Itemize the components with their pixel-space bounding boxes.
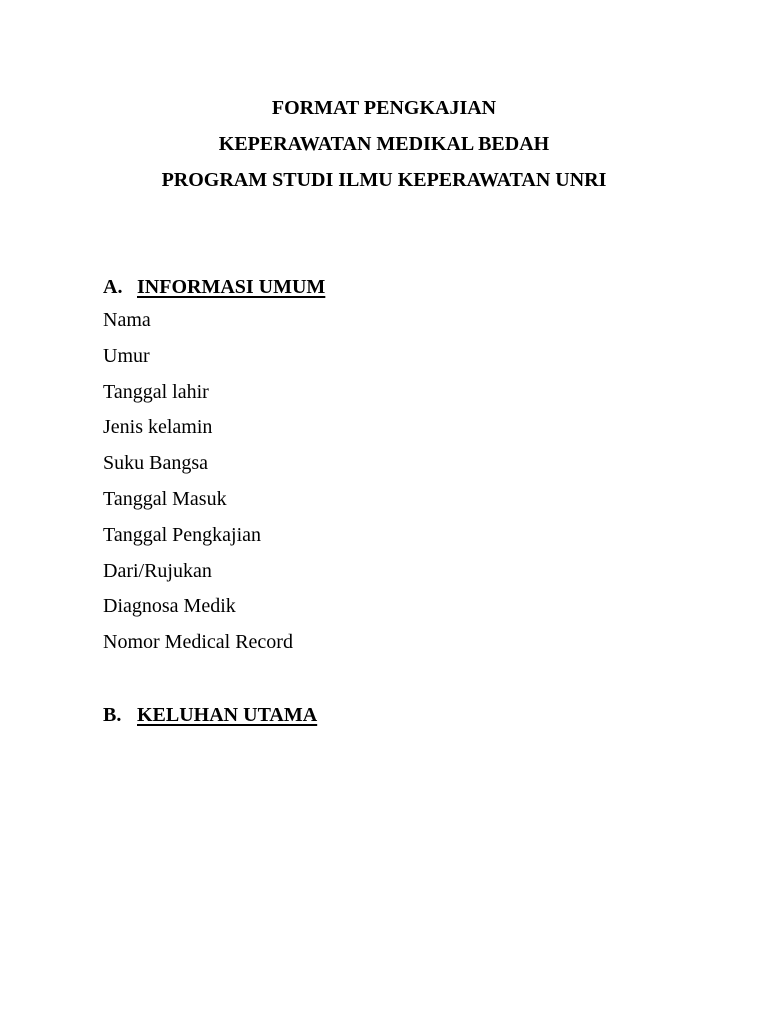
field-tanggal-pengkajian: Tanggal Pengkajian bbox=[103, 523, 261, 546]
document-title-line-3: PROGRAM STUDI ILMU KEPERAWATAN UNRI bbox=[161, 169, 607, 191]
field-diagnosa-medik: Diagnosa Medik bbox=[103, 595, 236, 618]
field-nomor-medical-record: Nomor Medical Record bbox=[103, 631, 293, 654]
section-a-title: INFORMASI UMUM bbox=[137, 276, 326, 298]
document-title-line-2: KEPERAWATAN MEDIKAL BEDAH bbox=[218, 133, 550, 155]
field-umur: Umur bbox=[103, 344, 150, 367]
section-a-heading bbox=[103, 275, 325, 299]
field-suku-bangsa: Suku Bangsa bbox=[103, 452, 208, 475]
field-tanggal-masuk: Tanggal Masuk bbox=[103, 487, 227, 510]
field-tanggal-lahir: Tanggal lahir bbox=[103, 380, 209, 403]
section-b-letter: B. bbox=[103, 704, 122, 726]
field-jenis-kelamin: Jenis kelamin bbox=[103, 416, 213, 439]
section-b-title: KELUHAN UTAMA bbox=[137, 704, 318, 726]
section-b-heading bbox=[103, 703, 317, 727]
document-title-line-1: FORMAT PENGKAJIAN bbox=[271, 97, 497, 119]
field-nama: Nama bbox=[103, 309, 151, 331]
section-a-field-list bbox=[103, 308, 293, 666]
section-a-letter: A. bbox=[103, 276, 123, 298]
field-dari-rujukan: Dari/Rujukan bbox=[103, 559, 212, 582]
